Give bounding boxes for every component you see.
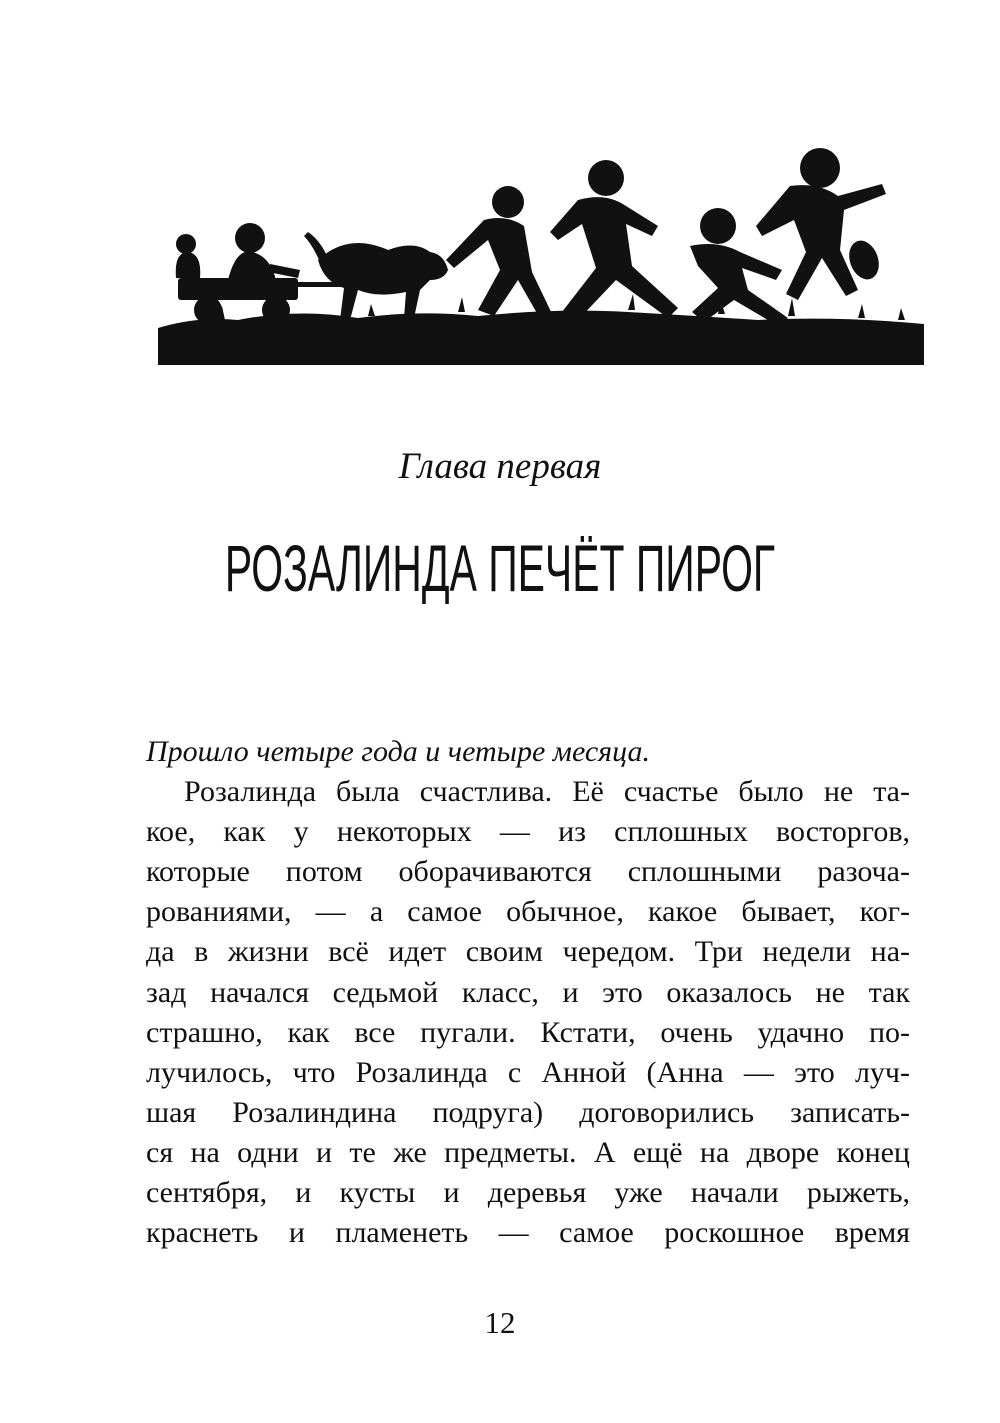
body-text bbox=[146, 732, 910, 1253]
runner-4 bbox=[800, 148, 840, 188]
runner-3 bbox=[700, 208, 736, 244]
runner-2 bbox=[588, 160, 624, 196]
body-line: сентября, и кусты и деревья уже начали рыжеть, bbox=[146, 1176, 910, 1210]
body-line: краснеть и пламенеть — самое роскошное время bbox=[146, 1216, 910, 1250]
body-line: Прошло четыре года и четыре месяца. bbox=[146, 735, 650, 768]
body-line: рованиями, — а самое обычное, какое бывает, ког- bbox=[146, 895, 910, 929]
body-line: лучилось, что Розалинда с Анной (Анна — это луч- bbox=[146, 1055, 910, 1089]
body-line: Розалинда была счастлива. Её счастье было не та- bbox=[184, 775, 910, 809]
chapter-label: Глава первая bbox=[398, 446, 602, 487]
body-line: страшно, как все пугали. Кстати, очень удачно по- bbox=[146, 1015, 910, 1049]
body-line: кое, как у некоторых — из сплошных восторгов, bbox=[146, 815, 910, 849]
body-line: шая Розалиндина подруга) договорились записать- bbox=[146, 1095, 910, 1129]
wagon-wheel bbox=[194, 296, 222, 324]
page-number: 12 bbox=[484, 1305, 516, 1340]
chapter-title: РОЗАЛИНДА ПЕЧЁТ ПИРОГ bbox=[224, 531, 776, 605]
children-running-silhouette-icon bbox=[158, 140, 924, 365]
body-line: которые потом оборачиваются сплошными разоча- bbox=[146, 855, 910, 889]
runner-1 bbox=[492, 186, 524, 218]
body-line: ся на одни и те же предметы. А ещё на дворе конец bbox=[146, 1135, 910, 1169]
dog-silhouette bbox=[318, 243, 448, 320]
body-line: да в жизни всё идет своим чередом. Три недели на- bbox=[146, 935, 910, 969]
body-line: зад начался седьмой класс, и это оказалось не так bbox=[146, 975, 910, 1009]
